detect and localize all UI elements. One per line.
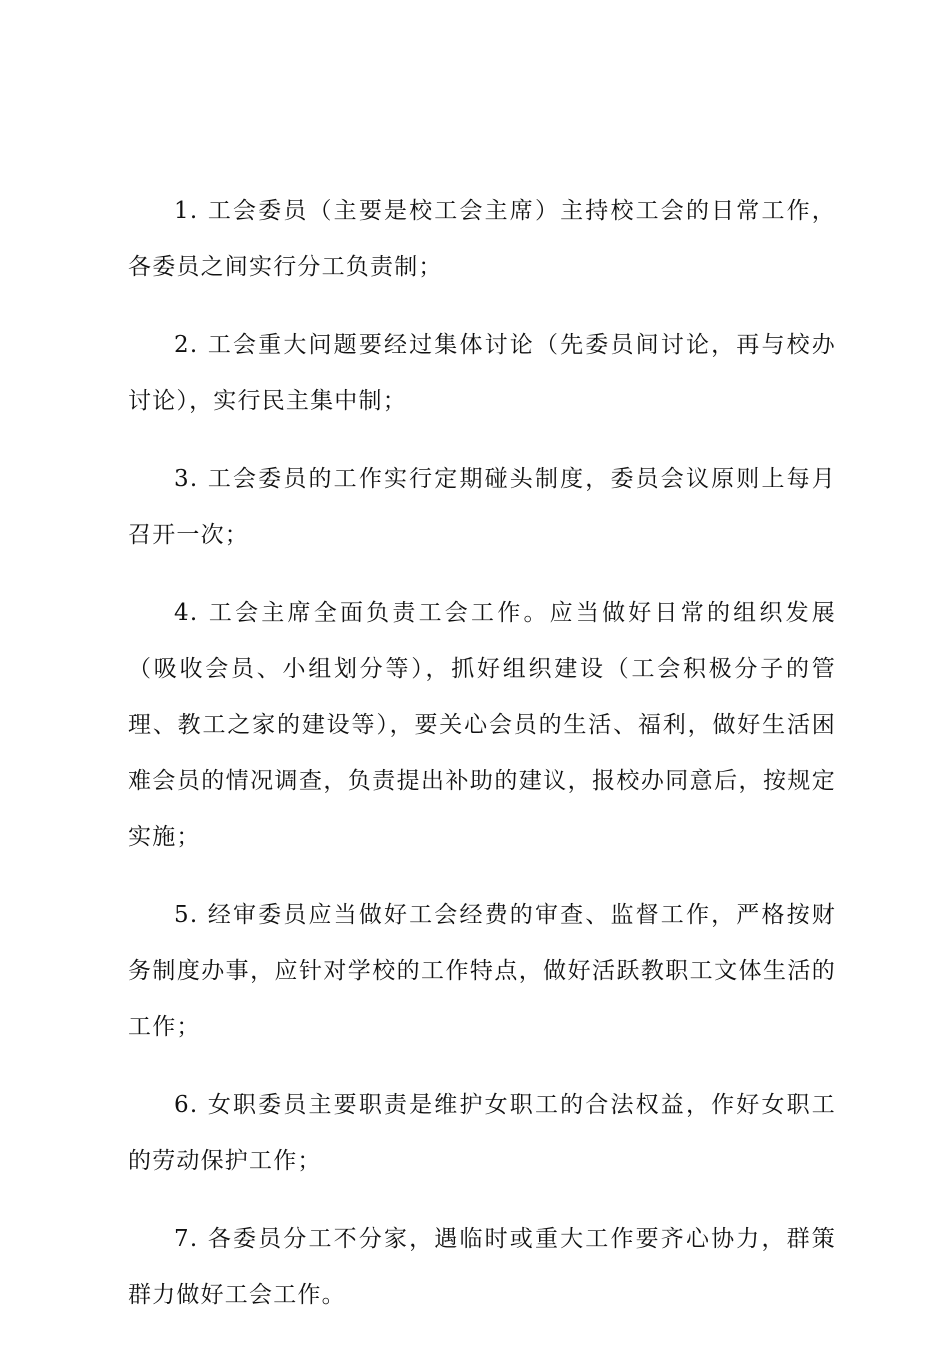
paragraph-2: 2. 工会重大问题要经过集体讨论（先委员间讨论，再与校办讨论），实行民主集中制； [128,332,836,414]
paragraph-4: 4. 工会主席全面负责工会工作。应当做好日常的组织发展（吸收会员、小组划分等），抓好组织建设（工会积极分子的管理、教工之家的建设等），要关心会员的生活、福利，做好生活困难会员的情况调查，负责提出补助的建议，报校办同意后，按规定实施； [128,600,836,850]
paragraph-5: 5. 经审委员应当做好工会经费的审查、监督工作，严格按财务制度办事，应针对学校的工作特点，做好活跃教职工文体生活的工作； [128,902,836,1040]
paragraph-6: 6. 女职委员主要职责是维护女职工的合法权益，作好女职工的劳动保护工作； [128,1092,836,1174]
paragraph-3: 3. 工会委员的工作实行定期碰头制度，委员会议原则上每月召开一次； [128,466,836,548]
paragraph-7: 7. 各委员分工不分家，遇临时或重大工作要齐心协力，群策群力做好工会工作。 [128,1226,836,1308]
paragraph-1: 1. 工会委员（主要是校工会主席）主持校工会的日常工作，各委员之间实行分工负责制； [128,198,836,280]
document-body [128,183,836,1345]
